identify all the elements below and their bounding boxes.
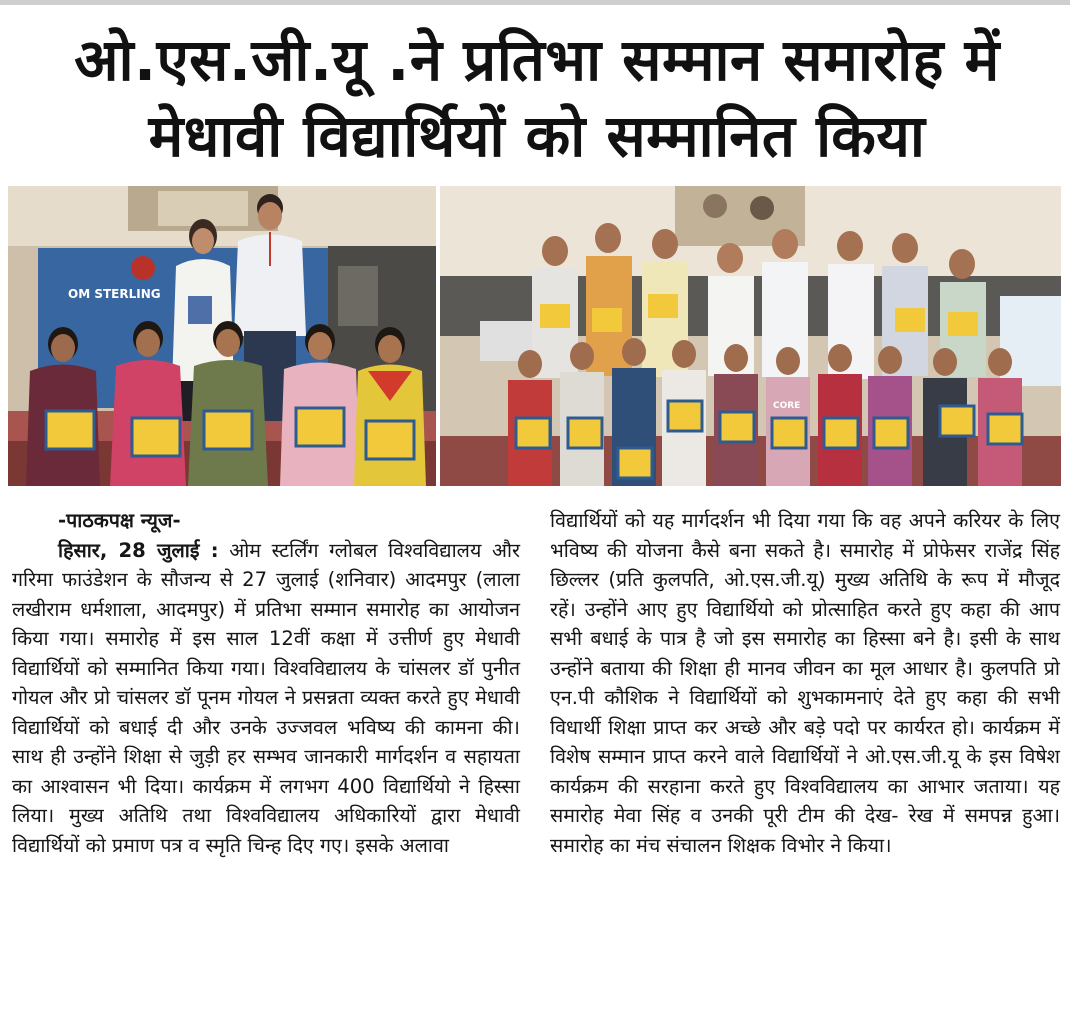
headline: ओ.एस.जी.यू .ने प्रतिभा सम्मान समारोह में मेधावी विद्यार्थियों को सम्मानित किया bbox=[74, 26, 1000, 170]
photo-left bbox=[8, 186, 436, 486]
photo-left-scene bbox=[8, 186, 436, 486]
banner-text: OM STERLING bbox=[68, 287, 161, 301]
article-text-right: विद्यार्थियों को यह मार्गदर्शन भी दिया गया कि वह अपने करियर के लिए भविष्य की योजना कैसे बना सकते है। समारोह में प्रोफेसर राजेंद्र सिंह छिल्लर (प्रति कुलपति, ओ.एस.जी.यू) मुख्य अतिथि के रूप में मौजूद रहें। उन्होंने आए हुए विद्यार्थियो को प्रोत्साहित करते हुए कहा की आप सभी बधाई के पात्र है जो इस समारोह का हिस्सा बने है। इसी के साथ उन्होंने बताया की शिक्षा ही मानव जीवन का मूल आधार है। कुलपति प्रो एन.पी कौशिक ने विद्यार्थियों को शुभकामनाएं देते हुए कहा की सभी विधार्थी शिक्षा प्राप्त कर अच्छे और बड़े पदो पर कार्यरत हो। कार्यक्रम में विशेष सम्मान प्राप्त करने वाले विद्यार्थियों ने ओ.एस.जी.यू के इस विषेश कार्यक्रम की सरहाना करते हुए विश्वविद्यालय का आभार जताया। यह समारोह मेवा सिंह व उनकी पूरी टीम की देख- रेख में समपन्न हुआ। समारोह का मंच संचालन शिक्षक विभोर ने किया। bbox=[550, 509, 1060, 857]
top-rule bbox=[0, 0, 1070, 5]
byline: -पाठकपक्ष न्यूज- bbox=[58, 509, 181, 532]
photo-right bbox=[440, 186, 1061, 486]
article-column-left bbox=[12, 506, 520, 860]
dateline: हिसार, 28 जुलाई : bbox=[58, 538, 219, 562]
article-text-left: ओम स्टर्लिंग ग्लोबल विश्वविद्यालय और गरिमा फाउंडेशन के सौजन्य से 27 जुलाई (शनिवार) आदमपुर (लाला लखीराम धर्मशाला, आदमपुर) में प्रतिभा सम्मान समारोह का आयोजन किया गया। समारोह में इस साल 12वीं कक्षा में उत्तीर्ण हुए मेधावी विद्यार्थियों को सम्मानित किया गया। विश्वविद्यालय के चांसलर डॉ पुनीत गोयल और प्रो चांसलर डॉ पूनम गोयल ने प्रसन्नता व्यक्त करते हुए मेधावी विद्यार्थियों को बधाई दी और उनके उज्जवल भविष्य की कामना की। साथ ही उन्होंने शिक्षा से जुड़ी हर सम्भव जानकारी मार्गदर्शन व सहायता का आश्वासन भी दिया। कार्यक्रम में लगभग 400 विद्यार्थियो ने हिस्सा लिया। मुख्य अतिथि तथा विश्वविद्यालय अधिकारियों द्वारा मेधावी विद्यार्थियों को प्रमाण पत्र व स्मृति चिन्ह दिए गए। इसके अलावा bbox=[12, 538, 521, 857]
article-column-right bbox=[550, 506, 1060, 860]
photo-right-scene bbox=[440, 186, 1061, 486]
shirt-badge-text: CORE bbox=[773, 401, 801, 411]
